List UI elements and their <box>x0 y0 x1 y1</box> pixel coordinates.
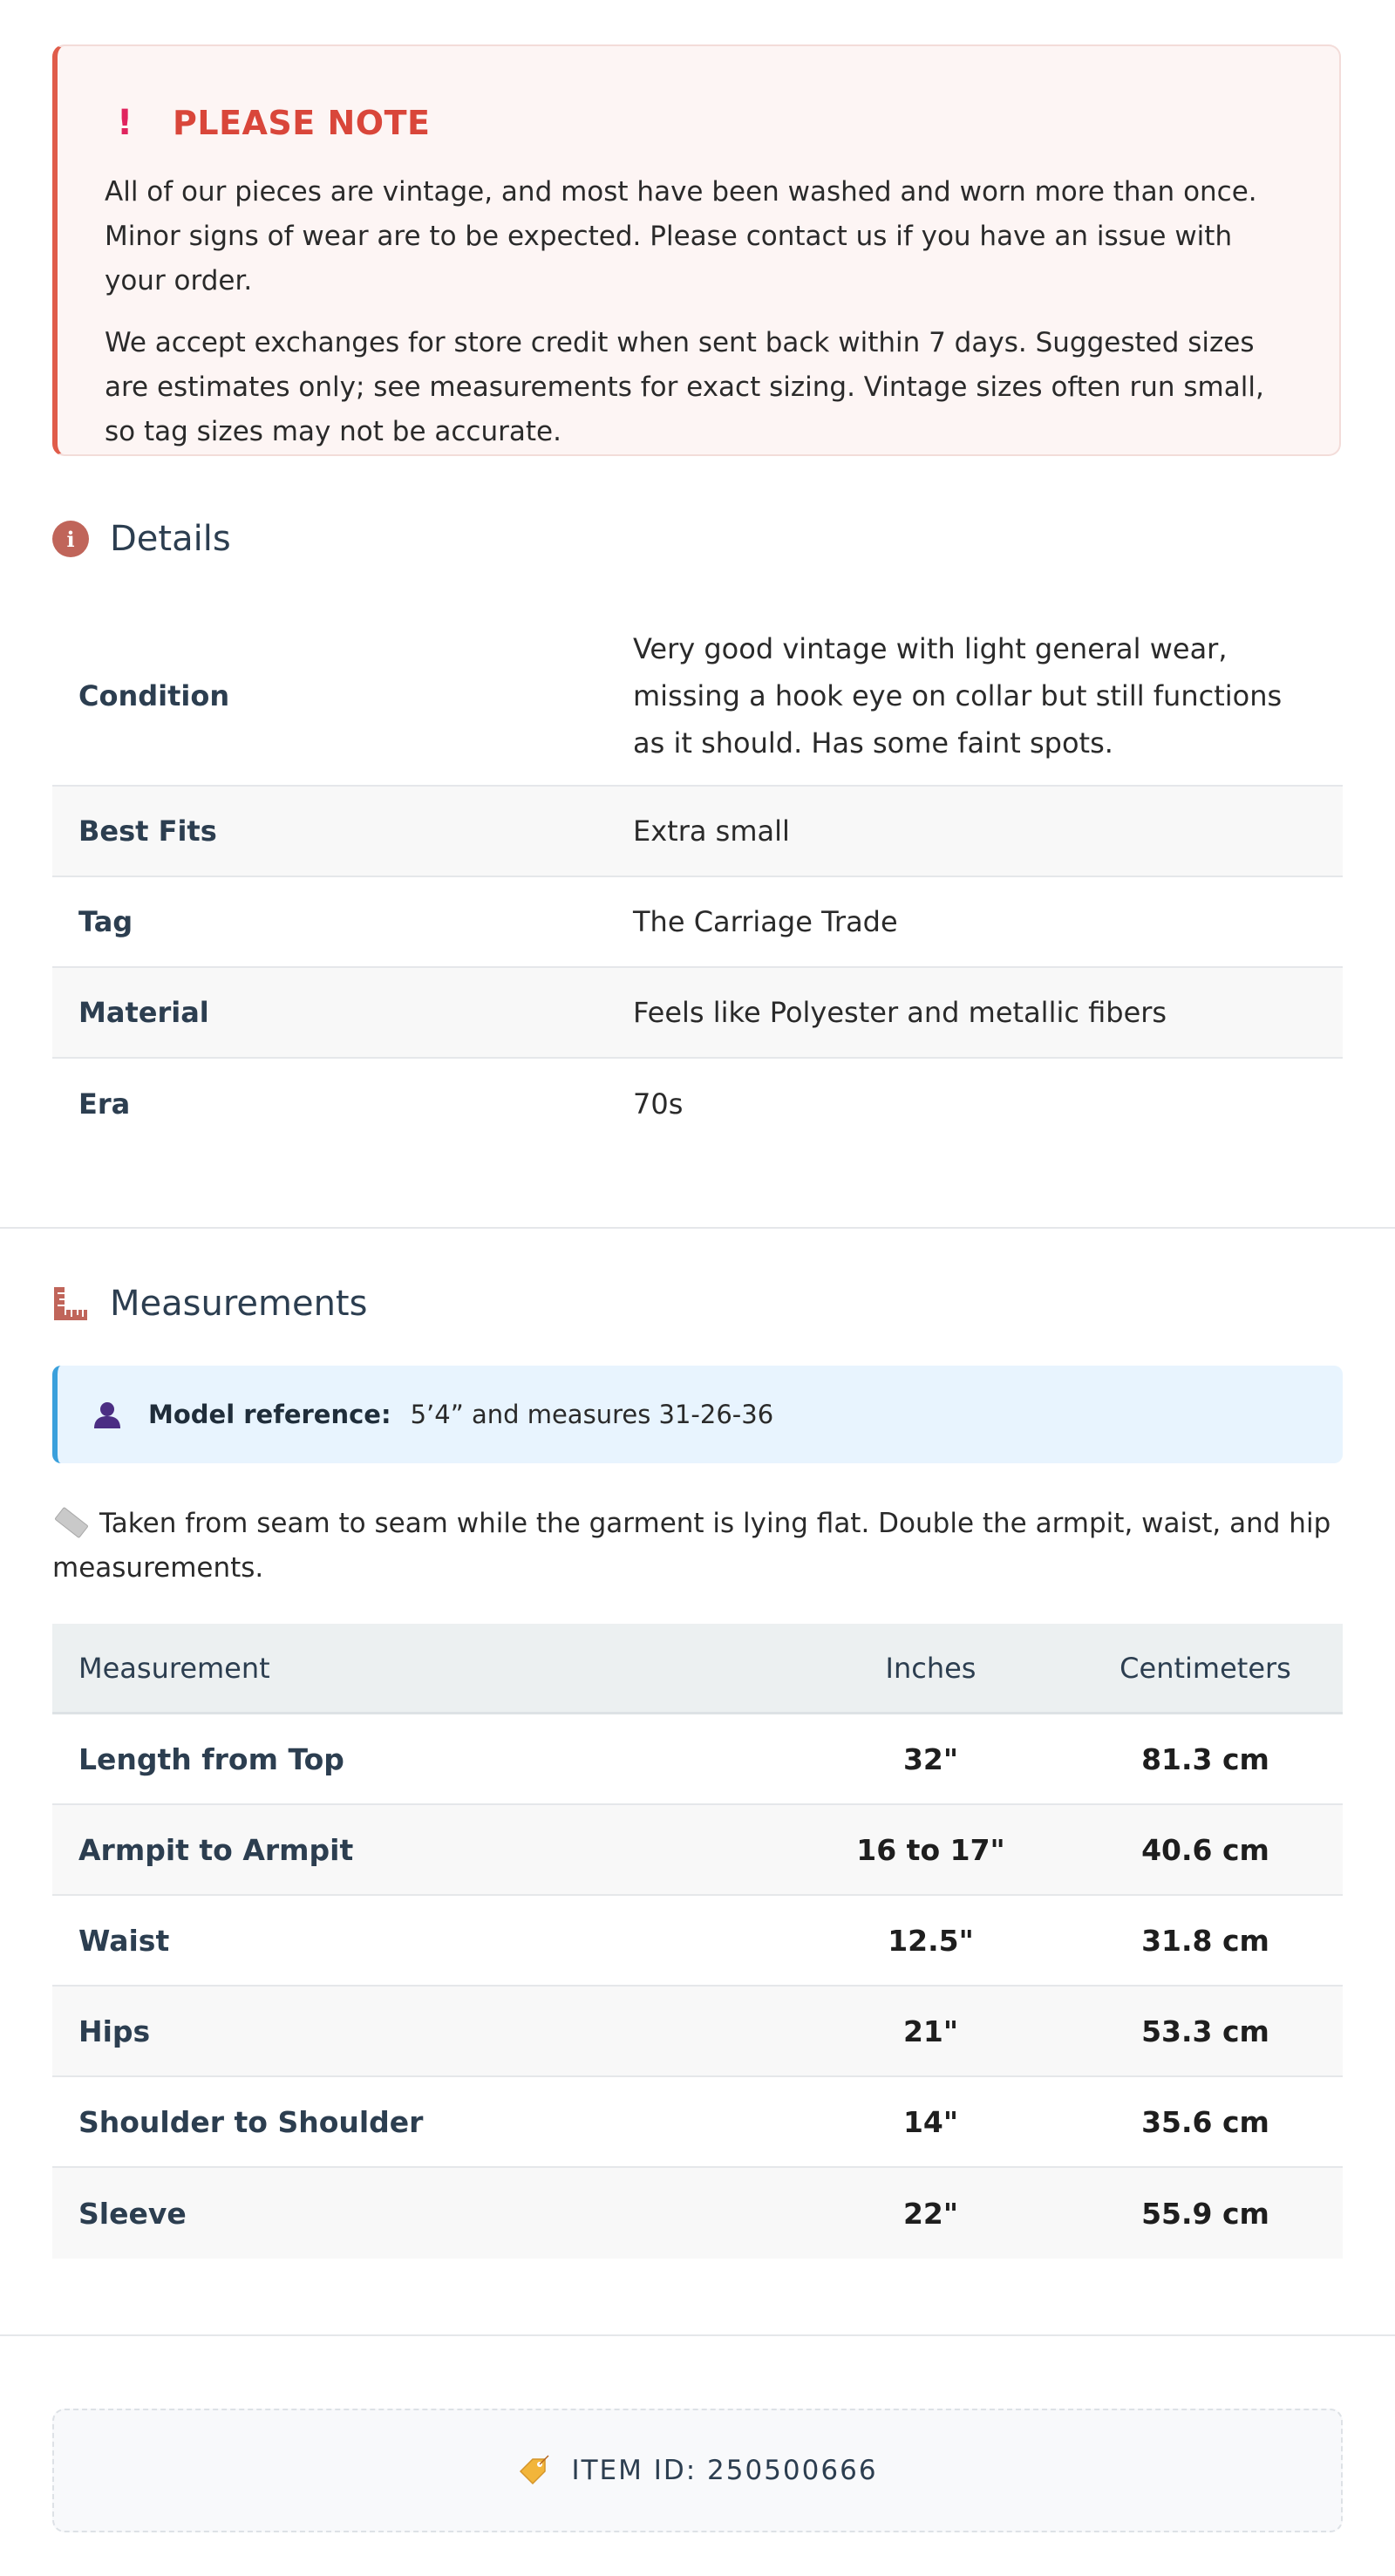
measurements-table <box>52 1624 1343 2259</box>
details-heading <box>52 519 231 559</box>
measurements-title: Measurements <box>110 1284 368 1324</box>
table-row <box>52 1896 1343 1987</box>
measurement-inches: 16 to 17" <box>856 1832 1005 1867</box>
measurement-name: Waist <box>78 1923 170 1958</box>
details-table <box>52 607 1343 1149</box>
measurement-name: Hips <box>78 2014 151 2048</box>
table-row <box>52 2168 1343 2259</box>
model-reference-label: Model reference: <box>148 1400 391 1429</box>
details-row-condition <box>52 607 1343 787</box>
column-header-centimeters: Centimeters <box>1119 1651 1291 1685</box>
table-row <box>52 1987 1343 2077</box>
details-value: Feels like Polyester and metallic fibers <box>633 996 1167 1029</box>
measurement-inches: 14" <box>902 2104 959 2139</box>
details-label: Tag <box>78 905 133 938</box>
notice-paragraph-wear: All of our pieces are vintage, and most have been washed and worn more than once. Minor signs of wear are to be expected. Please contact us if you have an issue with your order. <box>105 176 1257 296</box>
measurement-cm: 31.8 cm <box>1141 1923 1269 1958</box>
details-label: Condition <box>78 679 230 712</box>
measurement-name: Shoulder to Shoulder <box>78 2104 424 2139</box>
measurement-name: Sleeve <box>78 2196 187 2231</box>
person-icon <box>92 1400 122 1429</box>
notice-header <box>105 99 1296 147</box>
details-row-material <box>52 968 1343 1059</box>
details-label: Era <box>78 1087 131 1121</box>
measurement-cm: 81.3 cm <box>1141 1741 1269 1776</box>
measurement-inches: 21" <box>902 2014 959 2048</box>
measurement-inches: 22" <box>902 2196 959 2231</box>
measurement-note <box>52 1502 1343 1591</box>
details-row-tag <box>52 877 1343 968</box>
details-row-era <box>52 1059 1343 1149</box>
details-value: 70s <box>633 1087 684 1121</box>
details-value: Very good vintage with light general wear, missing a hook eye on collar but still functions as it should. Has some faint spots. <box>633 632 1283 760</box>
measurement-name: Armpit to Armpit <box>78 1832 354 1867</box>
measurement-name: Length from Top <box>78 1741 344 1776</box>
notice-paragraph-exchanges: We accept exchanges for store credit when sent back within 7 days. Suggested sizes are estimates only; see measurements for exact sizing. Vintage sizes often run small, so tag sizes may not be accurate. <box>105 327 1264 447</box>
details-value: The Carriage Trade <box>633 905 898 938</box>
notice-box <box>52 44 1341 456</box>
measurement-cm: 55.9 cm <box>1141 2196 1269 2231</box>
column-header-measurement: Measurement <box>78 1651 270 1685</box>
measurements-heading <box>52 1284 367 1324</box>
table-row <box>52 1805 1343 1896</box>
item-id-box <box>52 2409 1343 2532</box>
column-header-inches: Inches <box>885 1651 976 1685</box>
table-header-row <box>52 1624 1343 1714</box>
measurement-cm: 53.3 cm <box>1141 2014 1269 2048</box>
details-value: Extra small <box>633 814 790 848</box>
straight-ruler-icon <box>54 1506 88 1537</box>
info-icon: i <box>52 521 89 557</box>
measurement-cm: 35.6 cm <box>1141 2104 1269 2139</box>
ruler-icon <box>52 1285 89 1322</box>
exclamation-icon: ! <box>117 103 133 143</box>
table-row <box>52 1714 1343 1805</box>
model-reference-value: 5’4” and measures 31-26-36 <box>410 1400 774 1429</box>
details-title: Details <box>110 519 231 559</box>
model-reference-box <box>52 1366 1343 1463</box>
measurement-inches: 12.5" <box>888 1923 974 1958</box>
section-divider <box>0 1227 1395 1229</box>
details-row-best-fits <box>52 787 1343 877</box>
table-row <box>52 2077 1343 2168</box>
section-divider <box>0 2334 1395 2336</box>
details-label: Material <box>78 996 209 1029</box>
notice-title: PLEASE NOTE <box>173 104 431 142</box>
tag-icon <box>517 2454 550 2487</box>
measurement-note-text: Taken from seam to seam while the garment is lying flat. Double the armpit, waist, and hip measurements. <box>52 1508 1331 1584</box>
measurement-inches: 32" <box>902 1741 959 1776</box>
details-label: Best Fits <box>78 814 217 848</box>
measurement-cm: 40.6 cm <box>1141 1832 1269 1867</box>
item-id-label: ITEM ID: 250500666 <box>571 2455 878 2486</box>
